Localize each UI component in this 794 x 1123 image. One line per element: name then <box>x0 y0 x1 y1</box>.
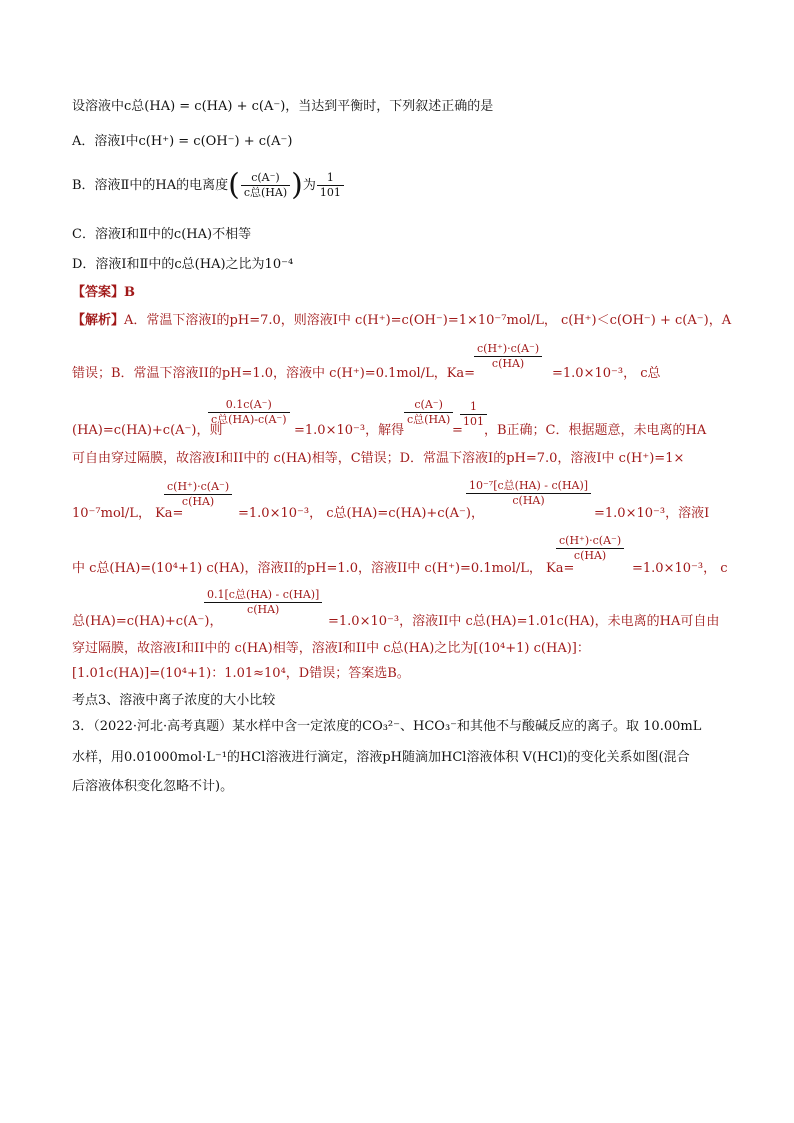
ka-fraction-1 <box>474 342 542 371</box>
fraction-numerator: c(H⁺)·c(A⁻) <box>164 480 232 495</box>
fraction-numerator: 1 <box>317 171 344 186</box>
option-b <box>72 166 345 206</box>
ratio-fraction-3 <box>404 398 453 427</box>
option-c: C．溶液Ⅰ和Ⅱ中的c(HA)不相等 <box>72 227 252 242</box>
option-b-value-fraction <box>317 171 344 200</box>
left-paren: ( <box>228 167 240 203</box>
analysis-line-3b: =1.0×10⁻³，解得 <box>294 423 405 438</box>
analysis-line-2a: 错误；B．常温下溶液II的pH=1.0，溶液中 c(H⁺)=0.1mol/L，Ka= <box>72 366 476 381</box>
analysis-line-5a: 10⁻⁷mol/L， Ka= <box>72 506 184 521</box>
fraction-denominator: c(HA) <box>247 603 280 616</box>
option-d: D．溶液Ⅰ和Ⅱ中的c总(HA)之比为10⁻⁴ <box>72 257 294 272</box>
analysis-line-6b: =1.0×10⁻³， c <box>632 561 728 576</box>
option-a: A．溶液Ⅰ中c(H⁺) = c(OH⁻) + c(A⁻) <box>72 134 293 149</box>
ka-fraction-5 <box>164 480 232 509</box>
analysis-line-5c: =1.0×10⁻³，溶液Ⅰ <box>594 506 710 521</box>
analysis-line-9: [1.01c(HA)]=(10⁴+1)：1.01≈10⁴，D错误；答案选B。 <box>72 666 410 681</box>
fraction-denominator: c总(HA) <box>407 413 451 426</box>
analysis-line-4: 可自由穿过隔膜，故溶液Ⅰ和II中的 c(HA)相等，C错误；D．常温下溶液Ⅰ的pH=7.0，溶液Ⅰ中 c(H⁺)=1× <box>72 451 685 466</box>
fraction-denominator: c(HA) <box>512 494 545 507</box>
analysis-line-8: 穿过隔膜，故溶液Ⅰ和II中的 c(HA)相等，溶液Ⅰ和II中 c总(HA)之比为[(10⁴+1) c(HA)]： <box>72 641 590 656</box>
analysis-line-1 <box>72 312 731 330</box>
analysis-text: A．常温下溶液Ⅰ的pH=7.0，则溶液Ⅰ中 c(H⁺)=c(OH⁻)=1×10⁻⁷mol/L， c(H⁺)＜c(OH⁻) + c(A⁻)，A <box>124 313 732 328</box>
fraction-numerator: 0.1c(A⁻) <box>208 398 290 413</box>
fraction-denominator: c总(HA) <box>243 186 288 199</box>
option-b-mid: 为 <box>302 178 316 193</box>
fraction-numerator: c(A⁻) <box>404 398 453 413</box>
question-intro: 设溶液中c总(HA) = c(HA) + c(A⁻)，当达到平衡时，下列叙述正确的是 <box>72 99 494 114</box>
analysis-line-7a: 总(HA)=c(HA)+c(A⁻)， <box>72 614 223 629</box>
equation-fraction-8 <box>204 588 322 617</box>
fraction-numerator: 10⁻⁷[c总(HA) - c(HA)] <box>466 479 591 494</box>
analysis-line-3c: = <box>452 423 463 438</box>
fraction-numerator: 1 <box>460 400 487 415</box>
section-heading: 考点3、溶液中离子浓度的大小比较 <box>72 693 276 708</box>
fraction-numerator: c(A⁻) <box>241 171 290 186</box>
fraction-denominator: c总(HA)-c(A⁻) <box>211 413 287 426</box>
analysis-line-3a: (HA)=c(HA)+c(A⁻)，则 <box>72 423 223 438</box>
answer-line: 【答案】B <box>72 285 135 300</box>
equation-fraction-6 <box>466 479 591 508</box>
fraction-numerator: c(H⁺)·c(A⁻) <box>474 342 542 357</box>
right-paren: ) <box>291 167 303 203</box>
fraction-denominator: c(HA) <box>491 357 525 370</box>
question-3-line-3: 后溶液体积变化忽略不计)。 <box>72 779 234 794</box>
fraction-denominator: c(HA) <box>181 495 215 508</box>
option-b-fraction <box>241 171 290 200</box>
equation-fraction-2 <box>208 398 290 427</box>
ka-fraction-7 <box>556 534 624 563</box>
fraction-numerator: c(H⁺)·c(A⁻) <box>556 534 624 549</box>
fraction-denominator: c(HA) <box>573 549 607 562</box>
question-3-line-1: 3．（2022·河北·高考真题）某水样中含一定浓度的CO₃²⁻、HCO₃⁻和其他不与酸碱反应的离子。取 10.00mL <box>72 719 702 734</box>
analysis-line-2b: =1.0×10⁻³， c总 <box>552 366 661 381</box>
question-3-line-2: 水样，用0.01000mol·L⁻¹的HCl溶液进行滴定，溶液pH随滴加HCl溶液体积 V(HCl)的变化关系如图(混合 <box>72 750 690 765</box>
value-fraction-4 <box>460 400 487 429</box>
fraction-numerator: 0.1[c总(HA) - c(HA)] <box>204 588 322 603</box>
analysis-line-7b: =1.0×10⁻³，溶液II中 c总(HA)=1.01c(HA)，未电离的HA可自由 <box>328 614 720 629</box>
analysis-line-3d: ，B正确；C．根据题意，未电离的HA <box>484 423 707 438</box>
analysis-line-5b: =1.0×10⁻³， c总(HA)=c(HA)+c(A⁻)， <box>238 506 484 521</box>
analysis-label: 【解析】 <box>72 313 125 328</box>
fraction-denominator: 101 <box>319 186 341 199</box>
fraction-denominator: 101 <box>463 415 484 428</box>
analysis-line-6a: 中 c总(HA)=(10⁴+1) c(HA)，溶液II的pH=1.0，溶液II中 c(H⁺)=0.1mol/L， Ka= <box>72 561 575 576</box>
option-b-text: B．溶液Ⅱ中的HA的电离度 <box>72 178 229 193</box>
